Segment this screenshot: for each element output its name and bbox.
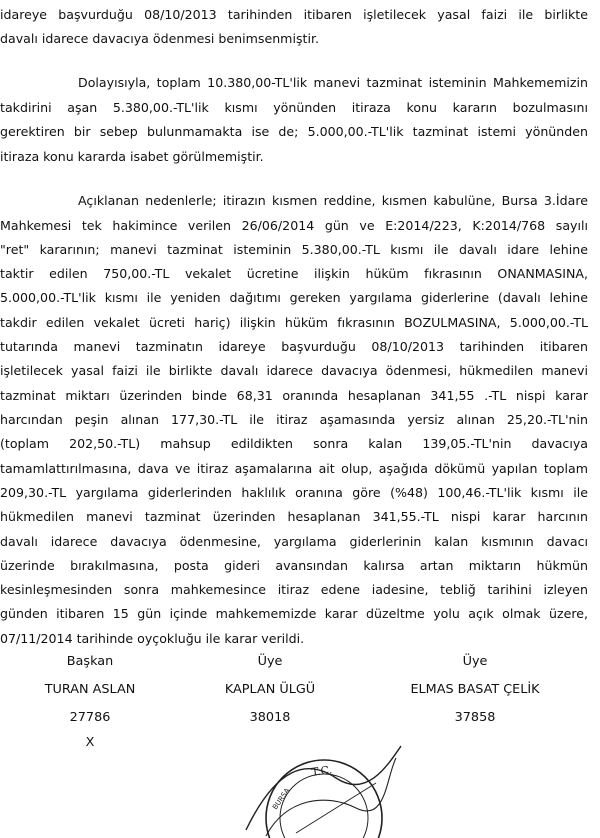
- text-line: "ret" kararının; manevi tazminat isteminin 5.380,00.-TL kısmı ile davalı idare lehine: [0, 242, 588, 257]
- svg-text:T.C.: T.C.: [310, 763, 333, 779]
- text-line: Açıklanan nedenlerle; itirazın kısmen reddine, kısmen kabulüne, Bursa 3.İdare: [78, 193, 588, 208]
- text-line: itiraza konu kararda isabet görülmemiştir.: [0, 149, 264, 164]
- signer-mark: X: [85, 735, 95, 750]
- text-line: takdir edilen vekalet ücreti hariç) ilişkin hüküm fıkrasının BOZULMASINA, 5.000,00.-TL: [0, 315, 588, 330]
- signer-name: KAPLAN ÜLGÜ: [224, 682, 316, 697]
- text-line: taktir edilen 750,00.-TL vekalet ücretine ilişkin hüküm fıkrasının ONANMASINA,: [0, 266, 588, 281]
- signer-name: ELMAS BASAT ÇELİK: [410, 682, 540, 697]
- text-line: tutarında manevi tazminatın idareye başvurduğu 08/10/2013 tarihinden itibaren: [0, 339, 588, 354]
- text-line: Mahkemesi tek hakimince verilen 26/06/2014 gün ve E:2014/223, K:2014/768 sayılı: [0, 218, 588, 233]
- text-line: tazminat miktarı üzerinden binde 68,31 oranında hesaplanan 341,55 .-TL nispi karar: [0, 388, 588, 403]
- text-line: 5.000,00.-TL'lik kısmı ile yeniden dağıtımı gereken yargılama giderlerine (davalı lehine: [0, 290, 588, 305]
- text-line: idareye başvurduğu 08/10/2013 tarihinden itibaren işletilecek yasal faizi ile birlikte: [0, 7, 588, 22]
- text-line: takdirini aşan 5.380,00.-TL'lik kısmı yönünden itiraza konu kararın bozulmasını: [0, 100, 588, 115]
- text-line: hükmedilen manevi tazminat üzerinden hesaplanan 341,55.-TL nispi karar harcının: [0, 509, 588, 524]
- court-stamp-seal: [236, 738, 406, 838]
- signer-number: 27786: [69, 710, 111, 725]
- signer-name: TURAN ASLAN: [44, 682, 136, 697]
- text-line: 07/11/2014 tarihinde oyçokluğu ile karar verildi.: [0, 631, 305, 646]
- text-line: üzerinde bırakılmasına, posta gideri avansından kalırsa artan miktarın hükmün: [0, 558, 588, 573]
- signer-title: Üye: [257, 654, 283, 669]
- signer-number: 38018: [249, 710, 291, 725]
- text-line: gerektiren bir sebep bulunmamakta ise de; 5.000,00.-TL'lik tazminat istemi yönünden: [0, 124, 588, 139]
- text-line: Dolayısıyla, toplam 10.380,00-TL'lik manevi tazminat isteminin Mahkememizin: [78, 75, 588, 90]
- text-line: günden itibaren 15 gün içinde mahkememizde karar düzeltme yolu açık olmak üzere,: [0, 606, 588, 621]
- text-line: davalı idarece davacıya ödenmesi benimsenmiştir.: [0, 31, 319, 46]
- signer-title: Başkan: [66, 654, 114, 669]
- text-line: tamamlattırılmasına, dava ve itiraz aşamalarına ait olup, aşağıda dökümü yapılan toplam: [0, 461, 588, 476]
- signer-title: Üye: [462, 654, 488, 669]
- text-line: kesinleşmesinden sonra mahkemesince itiraz edene iadesine, tebliğ tarihini izleyen: [0, 582, 588, 597]
- text-line: harcından peşin alınan 177,30.-TL ile itiraz aşamasında yersiz alınan 25,20.-TL'nin: [0, 412, 588, 427]
- svg-text:BURSA: BURSA: [271, 786, 292, 812]
- text-line: (toplam 202,50.-TL) mahsup edildikten sonra kalan 139,05.-TL'nin davacıya: [0, 436, 588, 451]
- signer-number: 37858: [454, 710, 496, 725]
- text-line: işletilecek yasal faizi ile birlikte davalı idarece davacıya ödenmesi, hükmedilen manevi: [0, 363, 588, 378]
- text-line: 209,30.-TL yargılama giderlerinden haklılık oranına göre (%48) 100,46.-TL'lik kısmı ile: [0, 485, 588, 500]
- text-line: davalı idarece davacıya ödenmesine, yargılama giderlerinin kalan kısmının davacı: [0, 534, 588, 549]
